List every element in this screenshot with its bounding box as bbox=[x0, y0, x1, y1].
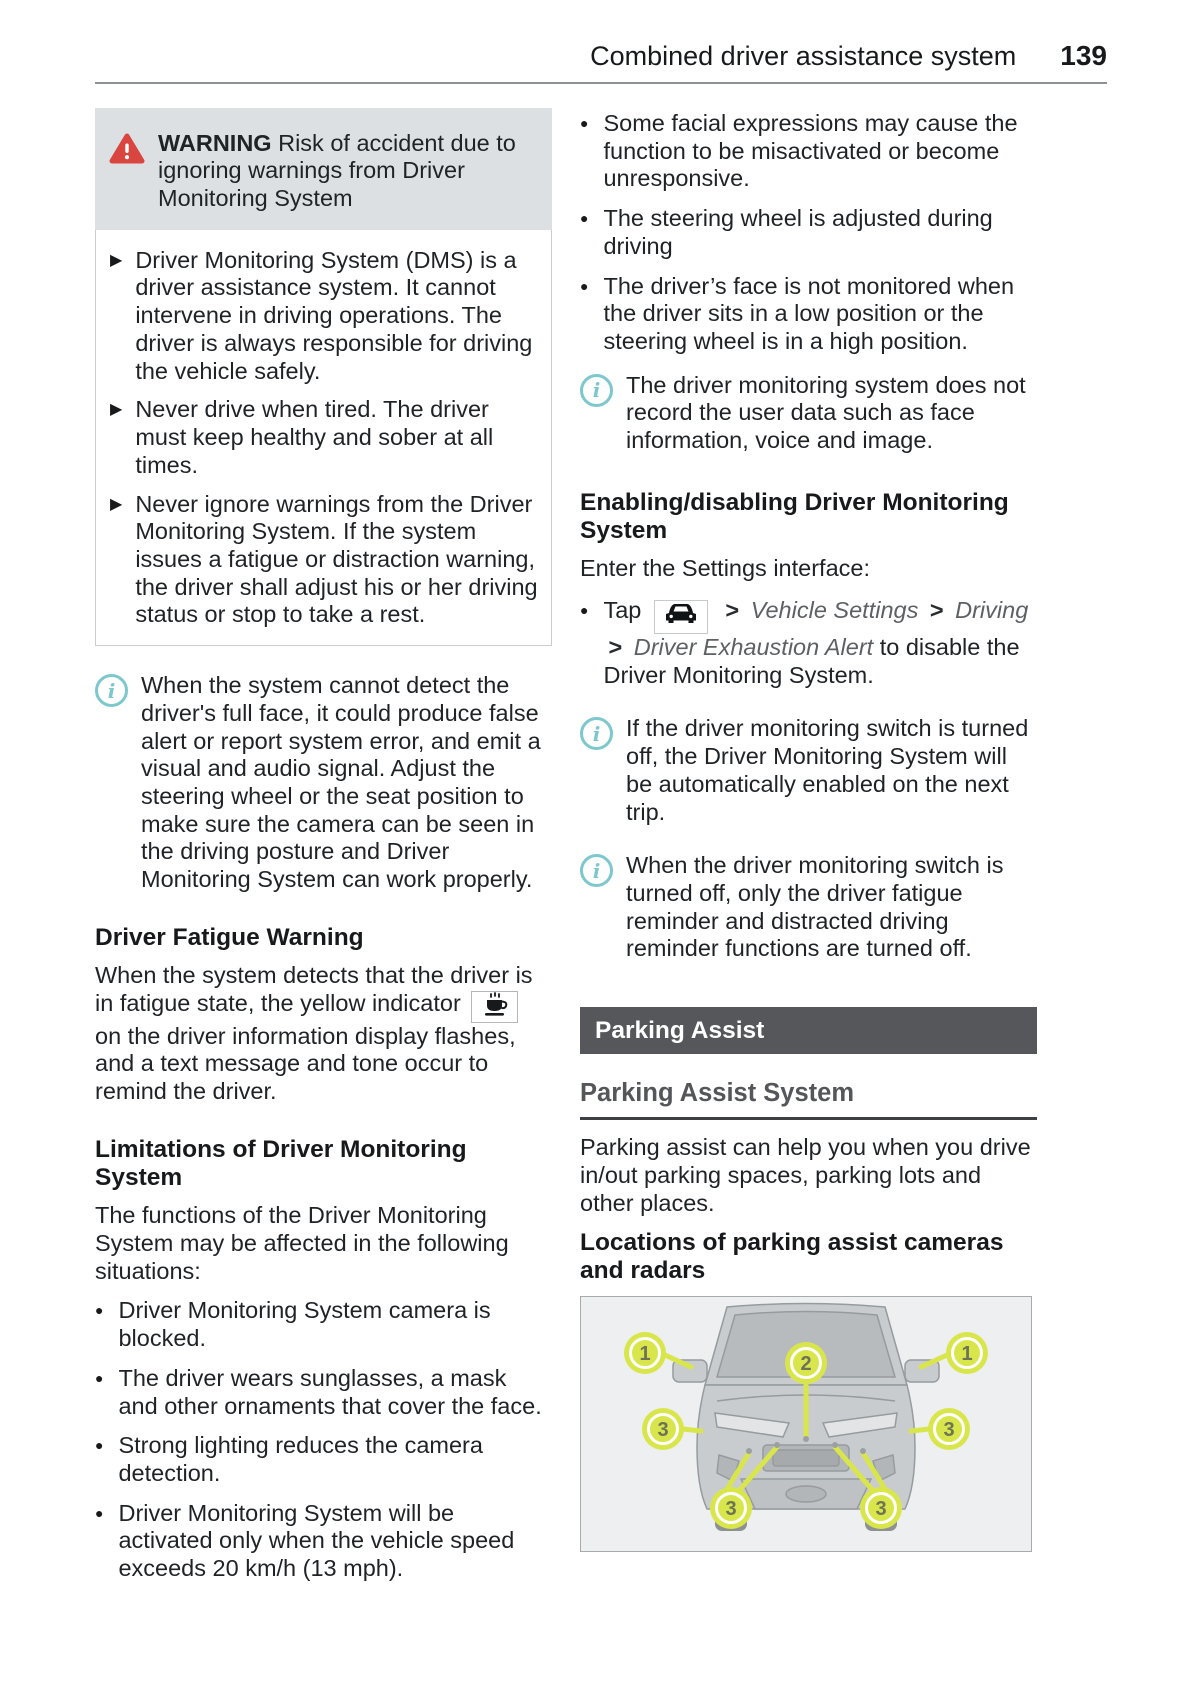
info-note-text: The driver monitoring system does not record the user data such as face information, voice and image. bbox=[626, 371, 1026, 454]
list-item-text: The steering wheel is adjusted during driving bbox=[603, 205, 993, 259]
warning-item bbox=[110, 396, 539, 479]
bullet-dot-icon: ● bbox=[95, 1302, 104, 1319]
warning-box bbox=[95, 108, 552, 646]
warning-box-body bbox=[96, 229, 551, 645]
menu-item-vehicle-settings: Vehicle Settings bbox=[750, 596, 919, 623]
warning-triangle-icon bbox=[109, 130, 145, 212]
limitations-intro: The functions of the Driver Monitoring System may be affected in the following situations: bbox=[95, 1202, 509, 1284]
page-header bbox=[95, 40, 1107, 72]
info-note bbox=[580, 852, 1037, 963]
info-icon: i bbox=[95, 674, 128, 707]
subsection-heading-parking-assist-system: Parking Assist System bbox=[580, 1079, 1037, 1120]
info-icon: i bbox=[580, 717, 613, 750]
heading-locations-cameras-radars: Locations of parking assist cameras and radars bbox=[580, 1229, 1004, 1285]
warning-item bbox=[110, 247, 539, 386]
car-settings-icon bbox=[654, 600, 708, 634]
list-item bbox=[95, 1297, 552, 1352]
menu-item-driver-exhaustion-alert: Driver Exhaustion Alert bbox=[633, 633, 874, 660]
warning-title bbox=[158, 130, 536, 212]
page-number: 139 bbox=[1060, 40, 1107, 71]
warning-title-text: Risk of accident due to ignoring warnings from Driver Monitoring System bbox=[158, 130, 516, 211]
svg-text:1: 1 bbox=[639, 1342, 651, 1365]
svg-text:2: 2 bbox=[800, 1352, 812, 1375]
left-column bbox=[95, 108, 552, 1595]
callout-3-left bbox=[642, 1408, 684, 1450]
info-icon: i bbox=[580, 854, 613, 887]
warning-label: WARNING bbox=[158, 130, 272, 156]
fatigue-paragraph bbox=[95, 962, 552, 1106]
list-item-text: Driver Monitoring System camera is blocked. bbox=[118, 1297, 491, 1352]
warning-item-text: Never drive when tired. The driver must keep healthy and sober at all times. bbox=[135, 396, 494, 478]
svg-text:3: 3 bbox=[943, 1418, 955, 1441]
info-note bbox=[580, 372, 1037, 455]
list-item-text: The driver wears sunglasses, a mask and other ornaments that cover the face. bbox=[118, 1364, 542, 1419]
list-item bbox=[95, 1365, 552, 1420]
path-chevron: > bbox=[608, 633, 623, 660]
warning-box-header bbox=[95, 108, 552, 230]
callout-3-bottom-right bbox=[860, 1487, 902, 1529]
svg-text:3: 3 bbox=[875, 1497, 887, 1520]
tap-label: Tap bbox=[603, 596, 642, 623]
info-note-text: If the driver monitoring switch is turned off, the Driver Monitoring System will be automatically enabled on the next trip. bbox=[626, 715, 1029, 825]
info-note-text: When the system cannot detect the driver's full face, it could produce false alert or report system error, and emit a visual and audio signal. Adjust the steering wheel or the seat position to make sure the camera can be seen in the driving posture and Driver Monitoring System can work properly. bbox=[141, 672, 541, 893]
bullet-dot-icon: ● bbox=[95, 1437, 104, 1454]
list-item bbox=[580, 205, 1037, 260]
triangle-bullet-icon: ▶ bbox=[110, 401, 123, 419]
info-note bbox=[95, 672, 552, 894]
enabling-intro: Enter the Settings interface: bbox=[580, 555, 870, 582]
callout-3-right bbox=[928, 1408, 970, 1450]
page-header-title: Combined driver assistance system bbox=[590, 41, 1017, 71]
triangle-bullet-icon: ▶ bbox=[110, 495, 123, 513]
list-item bbox=[580, 273, 1037, 356]
list-item-text: Some facial expressions may cause the function to be misactivated or become unresponsive. bbox=[603, 110, 1018, 192]
list-item-text: Strong lighting reduces the camera detection. bbox=[118, 1432, 483, 1486]
warning-item-text: Never ignore warnings from the Driver Monitoring System. If the system issues a fatigue or distraction warning, the driver shall adjust his or her driving status or stop to take a rest. bbox=[135, 490, 538, 628]
tap-path-text bbox=[603, 597, 1037, 689]
bullet-dot-icon: ● bbox=[580, 277, 589, 294]
triangle-bullet-icon: ▶ bbox=[110, 251, 123, 269]
bullet-dot-icon: ● bbox=[580, 210, 589, 227]
info-icon: i bbox=[580, 374, 613, 407]
svg-text:3: 3 bbox=[725, 1497, 737, 1520]
warning-item-text: Driver Monitoring System (DMS) is a driver assistance system. It cannot intervene in driving operations. The driver is always responsible for driving the vehicle safely. bbox=[135, 246, 533, 384]
section-heading-enabling-disabling: Enabling/disabling Driver Monitoring System bbox=[580, 488, 1009, 545]
bullet-dot-icon: ● bbox=[580, 601, 589, 618]
section-heading-driver-fatigue-warning: Driver Fatigue Warning bbox=[95, 923, 364, 951]
fatigue-coffee-indicator-icon bbox=[471, 991, 518, 1023]
svg-text:3: 3 bbox=[657, 1418, 669, 1441]
callout-2-center bbox=[785, 1342, 827, 1384]
bullet-dot-icon: ● bbox=[95, 1504, 104, 1521]
list-item bbox=[580, 110, 1037, 193]
path-chevron: > bbox=[929, 596, 944, 623]
parking-sensors-diagram bbox=[580, 1296, 1032, 1552]
tap-path-suffix: to disable the Driver Monitoring System. bbox=[603, 633, 1020, 688]
bullet-dot-icon: ● bbox=[95, 1369, 104, 1386]
section-bar-parking-assist: Parking Assist bbox=[580, 1007, 1037, 1054]
fatigue-text-before: When the system detects that the driver is in fatigue state, the yellow indicator bbox=[95, 962, 533, 1016]
info-note bbox=[580, 715, 1037, 826]
right-column bbox=[580, 110, 1037, 1552]
bullet-dot-icon: ● bbox=[580, 115, 589, 131]
header-rule bbox=[95, 82, 1107, 84]
menu-item-driving: Driving bbox=[955, 596, 1029, 623]
svg-text:1: 1 bbox=[961, 1342, 973, 1365]
list-item-text: The driver’s face is not monitored when the driver sits in a low position or the steering wheel is in a high position. bbox=[603, 272, 1015, 355]
info-note-text: When the driver monitoring switch is turned off, only the driver fatigue reminder and distracted driving reminder functions are turned off. bbox=[626, 852, 1004, 962]
list-item bbox=[95, 1500, 552, 1583]
list-item-text: Driver Monitoring System will be activated only when the vehicle speed exceeds 20 km/h (13 mph). bbox=[118, 1499, 515, 1582]
list-item-tap-path bbox=[580, 597, 1037, 689]
section-heading-limitations: Limitations of Driver Monitoring System bbox=[95, 1135, 467, 1192]
warning-item bbox=[110, 491, 539, 630]
fatigue-text-after: on the driver information display flashes, and a text message and tone occur to remind the driver. bbox=[95, 1022, 516, 1105]
list-item bbox=[95, 1432, 552, 1487]
callout-1-left bbox=[624, 1332, 666, 1374]
callout-1-right bbox=[946, 1332, 988, 1374]
path-chevron: > bbox=[725, 596, 740, 623]
callout-3-bottom-left bbox=[710, 1487, 752, 1529]
parking-assist-paragraph: Parking assist can help you when you drive in/out parking spaces, parking lots and other places. bbox=[580, 1134, 1031, 1216]
car-front-illustration bbox=[581, 1297, 1031, 1551]
